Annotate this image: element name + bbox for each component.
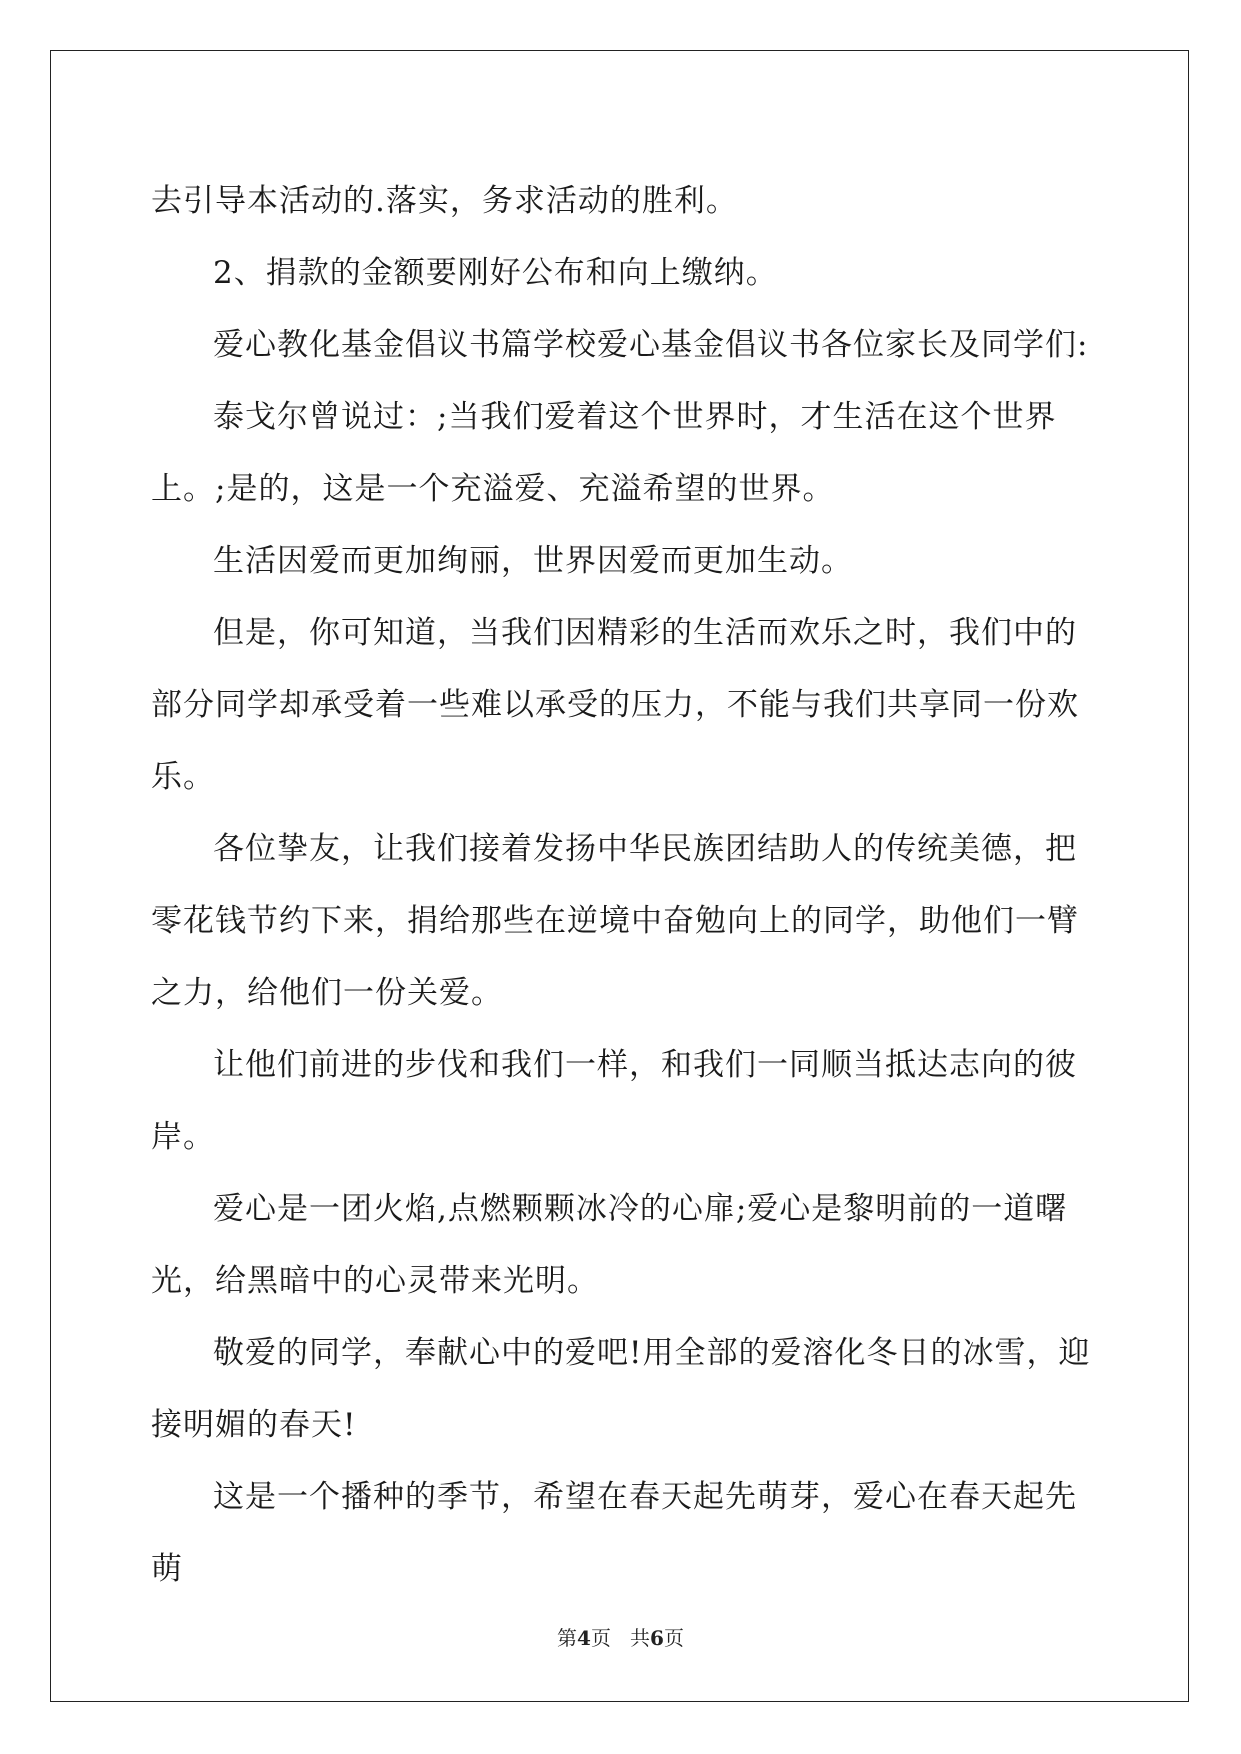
- footer-total-unit: 页: [663, 1626, 684, 1650]
- paragraph-4: 泰戈尔曾说过：;当我们爱着这个世界时，才生活在这个世界上。;是的，这是一个充溢爱、充溢希望的世界。: [151, 399, 1057, 507]
- footer-page-unit: 页: [590, 1626, 611, 1650]
- paragraph-6: 但是，你可知道，当我们因精彩的生活而欢乐之时，我们中的部分同学却承受着一些难以承受的压力，不能与我们共享同一份欢乐。: [151, 615, 1079, 795]
- paragraph-10: 敬爱的同学，奉献心中的爱吧!用全部的爱溶化冬日的冰雪，迎接明媚的春天!: [151, 1335, 1091, 1443]
- paragraph-2: 2、捐款的金额要刚好公布和向上缴纳。: [213, 255, 778, 291]
- total-pages-number: 6: [650, 1626, 664, 1650]
- paragraph-7: 各位挚友，让我们接着发扬中华民族团结助人的传统美德，把零花钱节约下来，捐给那些在逆境中奋勉向上的同学，助他们一臂之力，给他们一份关爱。: [151, 831, 1079, 1011]
- paragraph-5: 生活因爱而更加绚丽，世界因爱而更加生动。: [213, 543, 853, 579]
- footer-prefix: 第: [557, 1626, 578, 1650]
- paragraph-3: 爱心教化基金倡议书篇学校爱心基金倡议书各位家长及同学们:: [213, 327, 1089, 363]
- footer-total-prefix: 共: [630, 1626, 651, 1650]
- current-page-number: 4: [577, 1626, 591, 1650]
- paragraph-11: 这是一个播种的季节，希望在春天起先萌芽，爱心在春天起先萌: [151, 1479, 1077, 1587]
- page-footer: [0, 1622, 1241, 1651]
- document-body: [151, 165, 1096, 1605]
- paragraph-9: 爱心是一团火焰,点燃颗颗冰冷的心扉;爱心是黎明前的一道曙光，给黑暗中的心灵带来光明。: [151, 1191, 1068, 1299]
- paragraph-1: 去引导本活动的.落实，务求活动的胜利。: [151, 183, 738, 219]
- paragraph-8: 让他们前进的步伐和我们一样，和我们一同顺当抵达志向的彼岸。: [151, 1047, 1077, 1155]
